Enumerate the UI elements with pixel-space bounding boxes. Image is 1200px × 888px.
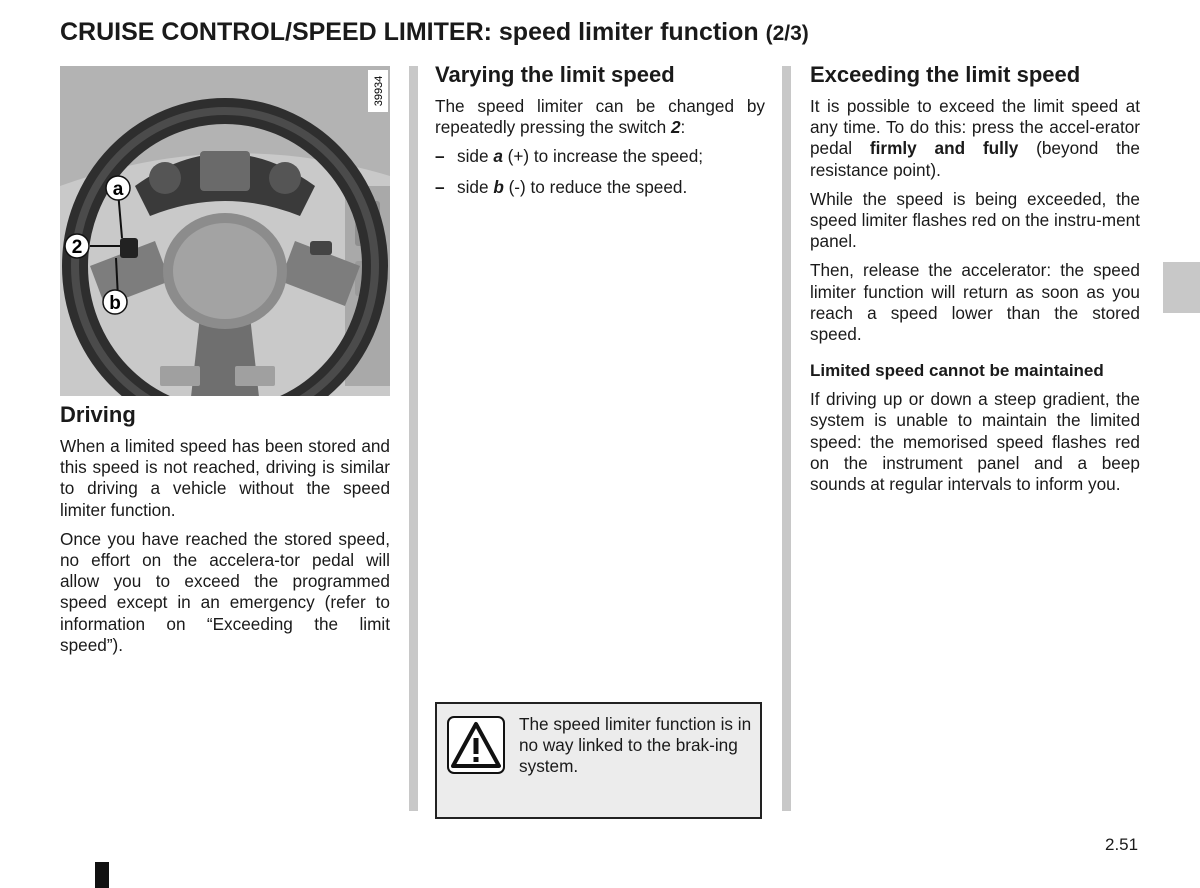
list-item-key: a — [493, 146, 503, 167]
switch-reference: 2 — [670, 117, 681, 138]
illustration-reference-number: 39934 — [373, 75, 385, 107]
list-bullet: – — [435, 146, 445, 167]
callout-label-2: 2 — [71, 237, 83, 258]
chapter-tab — [1163, 262, 1200, 313]
exceeding-paragraph-2: While the speed is being exceeded, the speed limiter flashes red on the instru-ment panel. — [810, 188, 1140, 252]
varying-list — [435, 146, 765, 197]
column-divider — [782, 66, 791, 811]
list-item-pre: side — [457, 146, 494, 167]
varying-intro-end: : — [680, 117, 686, 138]
varying-intro — [435, 96, 765, 138]
page-number: 2.51 — [1105, 835, 1139, 854]
column-right — [810, 62, 1140, 503]
list-item-key: b — [493, 176, 504, 197]
page-part-indicator: (2/3) — [765, 22, 809, 45]
exceeding-paragraph-3: Then, release the accelerator: the speed limiter function will return as soon as you reach a speed lower than the stored speed. — [810, 260, 1140, 345]
list-item-post: (-) to reduce the speed. — [503, 176, 688, 197]
page-title-text: CRUISE CONTROL/SPEED LIMITER: speed limiter function — [60, 18, 759, 46]
exceeding-paragraph-4: If driving up or down a steep gradient, the system is unable to maintain the limited speed: the memorised speed flashes red on the instrument panel and a beep sounds at regular intervals to inform you. — [810, 389, 1140, 495]
list-item — [435, 146, 765, 167]
callout-label-a: a — [112, 179, 124, 200]
column-middle — [435, 62, 765, 207]
column-divider — [409, 66, 418, 811]
driving-heading: Driving — [60, 402, 136, 427]
column-left — [60, 62, 390, 664]
exceeding-heading: Exceeding the limit speed — [810, 62, 1081, 87]
warning-triangle-icon — [447, 716, 505, 774]
driving-paragraph-2: Once you have reached the stored speed, no effort on the accelera-tor pedal will allow you to exceed the programmed speed except in an emergency (refer to information on “Exceeding the limit speed”). — [60, 528, 390, 655]
callout-label-b: b — [109, 293, 121, 314]
driving-paragraph-1: When a limited speed has been stored and this speed is not reached, driving is similar to driving a vehicle without the speed limiter function. — [60, 436, 390, 520]
warning-box — [435, 702, 762, 819]
list-item — [435, 177, 765, 198]
limited-speed-subheading: Limited speed cannot be maintained — [810, 361, 1104, 381]
varying-intro-text: The speed limiter can be changed by repeatedly pressing the switch — [435, 96, 765, 138]
list-item-pre: side — [457, 176, 494, 197]
print-mark — [95, 862, 109, 888]
varying-heading: Varying the limit speed — [435, 62, 675, 87]
page-title — [60, 18, 809, 47]
exceeding-paragraph-1 — [810, 96, 1140, 181]
exceeding-p1-bold: firmly and fully — [869, 138, 1019, 159]
list-item-post: (+) to increase the speed; — [502, 146, 704, 167]
warning-text: The speed limiter function is in no way linked to the brak-ing system. — [519, 714, 752, 777]
exceeding-p1-pre: It is possible to exceed the limit speed at any time. To do this: press the accel-erator pedal — [810, 96, 1140, 159]
steering-wheel-drawing — [60, 66, 390, 396]
list-bullet: – — [435, 176, 445, 197]
steering-wheel-illustration — [60, 66, 390, 396]
exceeding-p1-post: (beyond the resistance point). — [810, 138, 1140, 180]
